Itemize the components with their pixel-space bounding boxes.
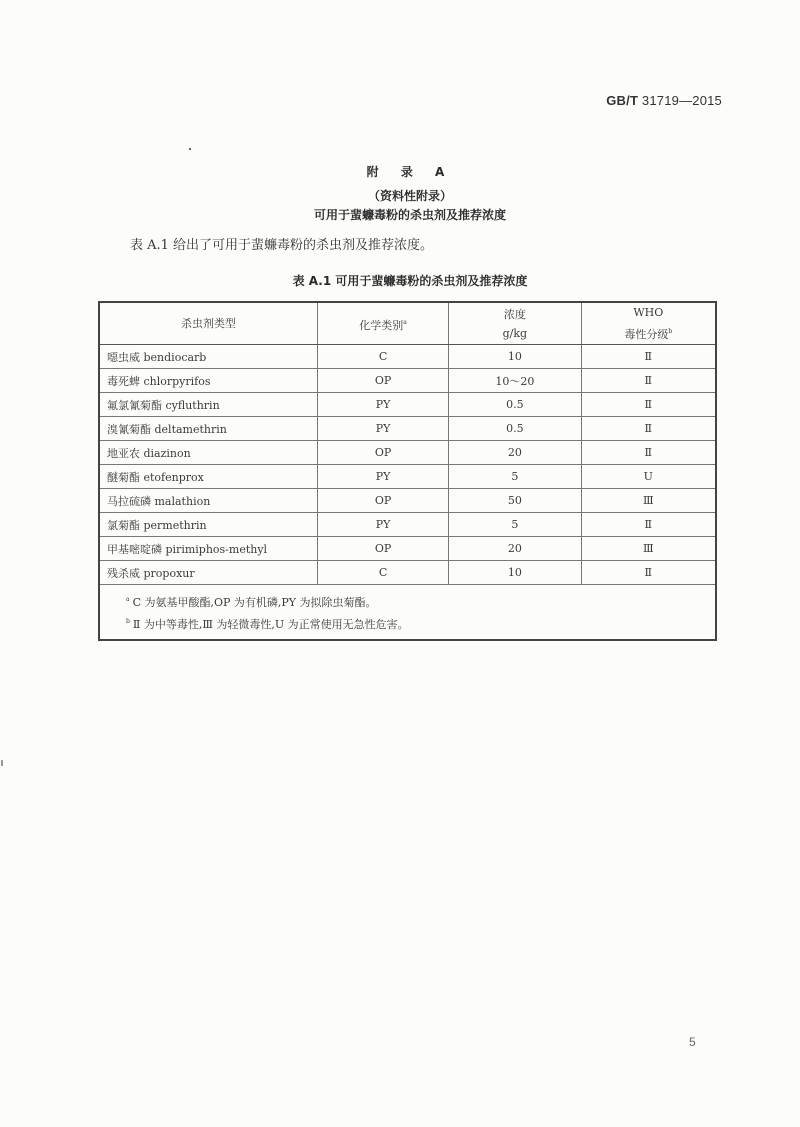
header-who-toxicity — [581, 302, 716, 345]
standard-prefix: GB/T — [606, 93, 639, 108]
footnote-text: C 为氨基甲酸酯,OP 为有机磷,PY 为拟除虫菊酯。 — [132, 596, 377, 609]
concentration: 10 — [449, 345, 581, 369]
table-row — [99, 369, 716, 393]
chemical-class: C — [317, 561, 448, 585]
chemical-class: OP — [317, 441, 448, 465]
header-insecticide-type — [99, 302, 317, 345]
table-row — [99, 561, 716, 585]
footnote-text: Ⅱ 为中等毒性,Ⅲ 为轻微毒性,U 为正常使用无急性危害。 — [132, 618, 409, 631]
footnote-marker: b — [668, 328, 673, 335]
standard-code — [606, 93, 722, 108]
header-label: 杀虫剂类型 — [180, 317, 236, 330]
header-chemical-class — [317, 302, 448, 345]
table-row — [99, 417, 716, 441]
concentration: 5 — [449, 513, 581, 537]
table-row — [99, 537, 716, 561]
table-notes-row — [99, 585, 716, 641]
who-class: Ⅲ — [581, 537, 716, 561]
chemical-class: PY — [317, 393, 448, 417]
insecticide-name: 马拉硫磷 malathion — [99, 489, 317, 513]
footnote-a — [126, 590, 715, 612]
insecticide-name: 醚菊酯 etofenprox — [99, 465, 317, 489]
header-label: 浓度 — [503, 307, 526, 321]
who-class: U — [581, 465, 716, 489]
who-class: Ⅲ — [581, 489, 716, 513]
chemical-class: OP — [317, 369, 448, 393]
chemical-class: C — [317, 345, 448, 369]
annex-title: 可用于蜚蠊毒粉的杀虫剂及推荐浓度 — [313, 208, 506, 222]
chemical-class: PY — [317, 513, 448, 537]
table-row — [99, 465, 716, 489]
intro-paragraph: 表 A.1 给出了可用于蜚蠊毒粉的杀虫剂及推荐浓度。 — [130, 238, 434, 253]
concentration: 0.5 — [449, 417, 581, 441]
table-row — [99, 513, 716, 537]
footnote-marker: a — [403, 318, 407, 326]
concentration: 20 — [449, 441, 581, 465]
table-caption: 表 A.1 可用于蜚蠊毒粉的杀虫剂及推荐浓度 — [292, 274, 528, 288]
chemical-class: OP — [317, 537, 448, 561]
annex-type: （资料性附录） — [367, 189, 452, 203]
table-header-row — [99, 302, 716, 345]
who-class: Ⅱ — [581, 513, 716, 537]
concentration: 20 — [449, 537, 581, 561]
concentration: 5 — [449, 465, 581, 489]
insecticide-name: 地亚农 diazinon — [99, 441, 317, 465]
header-unit: g/kg — [502, 326, 528, 340]
header-label: 毒性分级 — [624, 328, 669, 341]
who-class: Ⅱ — [581, 417, 716, 441]
insecticide-name: 残杀威 propoxur — [99, 561, 317, 585]
insecticide-name: 氯菊酯 permethrin — [99, 513, 317, 537]
concentration: 10 — [449, 561, 581, 585]
insecticide-name: 溴氰菊酯 deltamethrin — [99, 417, 317, 441]
page-number: 5 — [689, 1035, 696, 1049]
chemical-class: PY — [317, 417, 448, 441]
header-label: WHO — [633, 306, 664, 319]
table-row — [99, 393, 716, 417]
chemical-class: OP — [317, 489, 448, 513]
footnote-b — [126, 612, 715, 634]
scan-speck — [189, 148, 191, 150]
table-row — [99, 345, 716, 369]
who-class: Ⅱ — [581, 441, 716, 465]
header-label: 化学类别 — [359, 318, 404, 332]
who-class: Ⅱ — [581, 393, 716, 417]
who-class: Ⅱ — [581, 561, 716, 585]
insecticide-name: 甲基嘧啶磷 pirimiphos-methyl — [99, 537, 317, 561]
chemical-class: PY — [317, 465, 448, 489]
insecticide-name: 氟氯氰菊酯 cyfluthrin — [99, 393, 317, 417]
concentration: 0.5 — [449, 393, 581, 417]
annex-label: 附 录 A — [366, 165, 454, 179]
standard-number: 31719—2015 — [641, 93, 722, 108]
insecticide-name: 毒死蜱 chlorpyrifos — [99, 369, 317, 393]
footnote-marker: b — [126, 618, 130, 625]
table-row — [99, 441, 716, 465]
scan-edge-mark — [1, 760, 3, 766]
who-class: Ⅱ — [581, 369, 716, 393]
footnote-marker: a — [126, 596, 130, 603]
concentration: 10～20 — [449, 369, 581, 393]
table-row — [99, 489, 716, 513]
concentration: 50 — [449, 489, 581, 513]
insecticide-name: 噁虫威 bendiocarb — [99, 345, 317, 369]
header-concentration — [449, 302, 581, 345]
table-notes — [99, 585, 716, 641]
insecticide-table — [98, 301, 717, 641]
who-class: Ⅱ — [581, 345, 716, 369]
